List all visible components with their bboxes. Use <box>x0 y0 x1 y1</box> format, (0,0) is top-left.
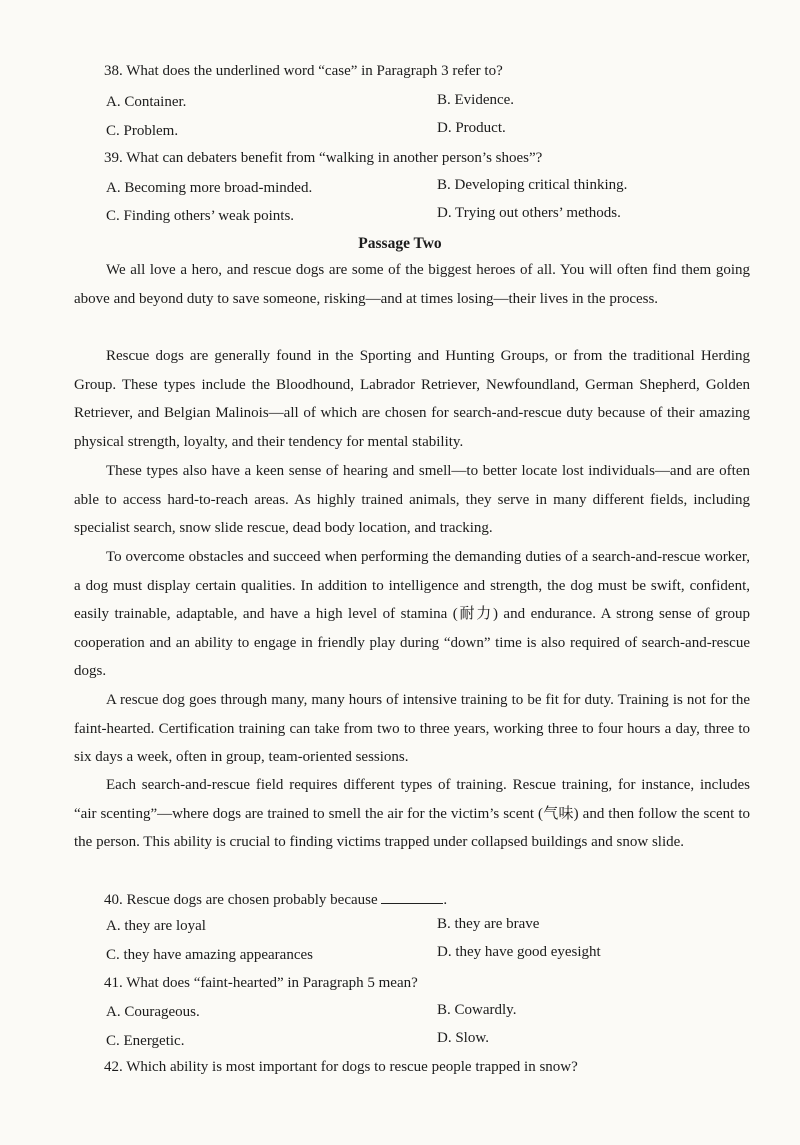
question-41-stem: 41. What does “faint-hearted” in Paragraph 5 mean? <box>104 975 418 991</box>
question-40-option-b: B. they are brave <box>437 916 540 932</box>
passage-paragraph-5: A rescue dog goes through many, many hours of intensive training to be fit for duty. Training is not for the faint-hearted. Certification training can take from two to three years, working three to four hours a day, three to six days a week, often in group, team-oriented sessions. <box>74 692 750 766</box>
answer-blank <box>381 889 443 904</box>
question-40-option-c: C. they have amazing appearances <box>106 947 313 963</box>
passage-paragraph-4: To overcome obstacles and succeed when performing the demanding duties of a search-and-rescue worker, a dog must display certain qualities. In addition to intelligence and strength, the dog must be swift, confident, easily trainable, adaptable, and have a high level of stamina (耐力) and endurance. A strong sense of group cooperation and an ability to engage in friendly play during “down” time is also required of search-and-rescue dogs. <box>74 549 750 680</box>
question-39-option-a: A. Becoming more broad-minded. <box>106 180 313 196</box>
question-38-option-a: A. Container. <box>106 94 187 110</box>
question-40-option-d: D. they have good eyesight <box>437 944 601 960</box>
question-42-stem: 42. Which ability is most important for dogs to rescue people trapped in snow? <box>104 1059 578 1075</box>
question-40-stem <box>104 889 447 909</box>
question-40-stem-end: . <box>443 892 448 908</box>
question-38-option-b: B. Evidence. <box>437 92 515 108</box>
question-38-stem: 38. What does the underlined word “case” in Paragraph 3 refer to? <box>104 63 503 79</box>
question-41-option-a: A. Courageous. <box>106 1004 200 1020</box>
question-41-option-c: C. Energetic. <box>106 1033 185 1049</box>
passage-title: Passage Two <box>358 235 442 252</box>
passage-paragraph-6: Each search-and-rescue field requires different types of training. Rescue training, for instance, includes “air scenting”—where dogs are trained to smell the air for the victim’s scent (气味) and then follow the scent to the person. This ability is crucial to finding victims trapped under collapsed buildings and snow slide. <box>74 777 750 851</box>
passage-paragraph-2: Rescue dogs are generally found in the Sporting and Hunting Groups, or from the traditional Herding Group. These types include the Bloodhound, Labrador Retriever, Newfoundland, German Shepherd, Golden Retriever, and Belgian Malinois—all of which are chosen for search-and-rescue duty because of their amazing physical strength, loyalty, and their tendency for mental stability. <box>74 348 750 450</box>
question-39-option-c: C. Finding others’ weak points. <box>106 208 295 224</box>
question-39-stem: 39. What can debaters benefit from “walking in another person’s shoes”? <box>104 150 543 166</box>
question-39-option-b: B. Developing critical thinking. <box>437 177 628 193</box>
question-38-option-d: D. Product. <box>437 120 506 136</box>
question-41-option-d: D. Slow. <box>437 1030 489 1046</box>
passage-paragraph-3: These types also have a keen sense of hearing and smell—to better locate lost individuals—and are often able to access hard-to-reach areas. As highly trained animals, they serve in many different fields, including specialist search, snow slide rescue, dead body location, and tracking. <box>74 463 750 537</box>
question-39-option-d: D. Trying out others’ methods. <box>437 205 621 221</box>
passage-paragraph-1: We all love a hero, and rescue dogs are some of the biggest heroes of all. You will often find them going above and beyond duty to save someone, risking—and at times losing—their lives in the process. <box>74 262 750 307</box>
question-40-option-a: A. they are loyal <box>106 918 206 934</box>
question-38-option-c: C. Problem. <box>106 123 179 139</box>
question-41-option-b: B. Cowardly. <box>437 1002 517 1018</box>
question-40-stem-text: 40. Rescue dogs are chosen probably because <box>104 892 378 908</box>
